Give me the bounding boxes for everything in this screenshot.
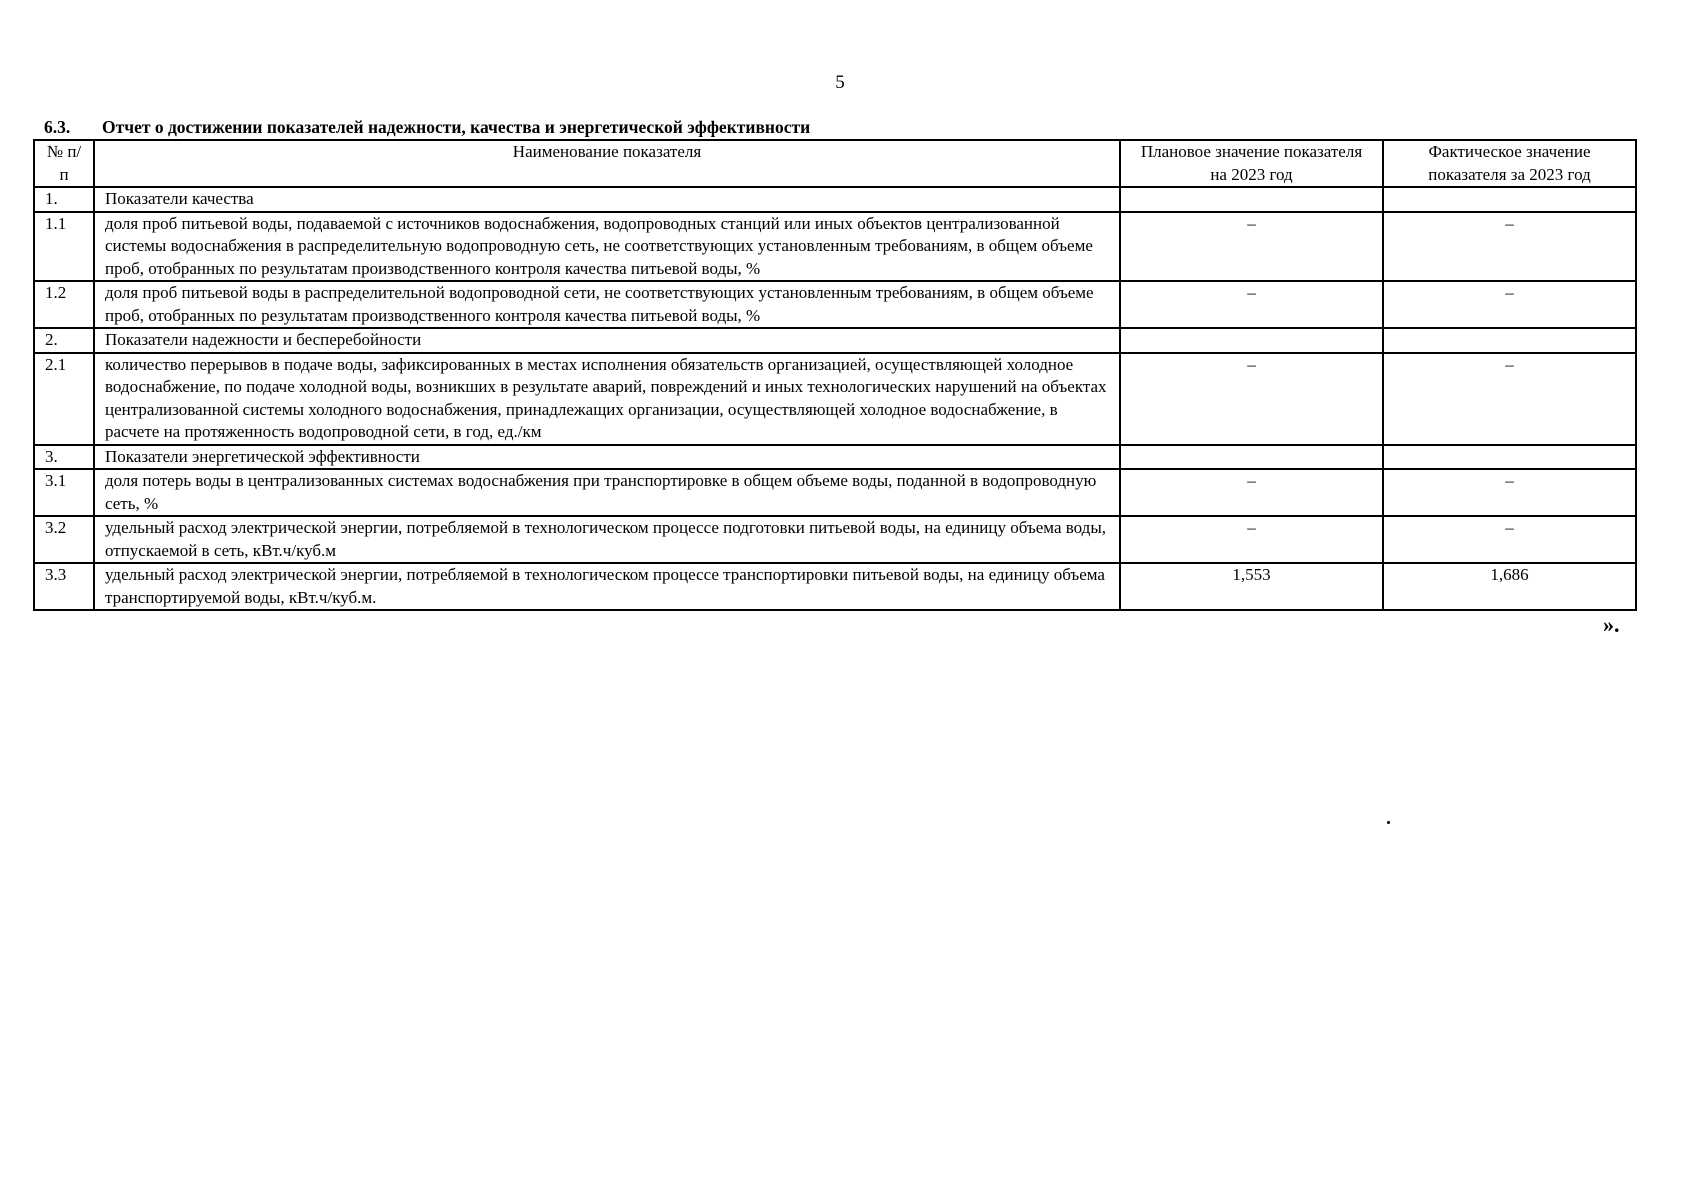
cell-actual-value bbox=[1383, 445, 1636, 470]
cell-actual-value: – bbox=[1383, 212, 1636, 282]
cell-actual-value: – bbox=[1383, 516, 1636, 563]
cell-planned-value bbox=[1120, 187, 1383, 212]
cell-indicator-name: удельный расход электрической энергии, потребляемой в технологическом процессе транспортировки питьевой воды, на единицу объема транспортируемой воды, кВт.ч/куб.м. bbox=[94, 563, 1120, 610]
cell-actual-value: 1,686 bbox=[1383, 563, 1636, 610]
cell-actual-value: – bbox=[1383, 353, 1636, 445]
cell-indicator-name: количество перерывов в подаче воды, зафиксированных в местах исполнения обязательств организацией, осуществляющей холодное водоснабжение, по подаче холодной воды, возникших в результате аварий, повреждений и иных технологических нарушений на объектах централизованной системы холодного водоснабжения, принадлежащих организации, осуществляющей холодное водоснабжение, в расчете на протяженность водопроводной сети, в год, ед./км bbox=[94, 353, 1120, 445]
table-row bbox=[34, 469, 1636, 516]
table-row bbox=[34, 353, 1636, 445]
cell-indicator-name: Показатели надежности и бесперебойности bbox=[94, 328, 1120, 353]
header-indicator-name: Наименование показателя bbox=[94, 140, 1120, 187]
table-row bbox=[34, 187, 1636, 212]
cell-planned-value: – bbox=[1120, 281, 1383, 328]
cell-number: 3. bbox=[34, 445, 94, 470]
stray-dot bbox=[1387, 821, 1390, 824]
cell-number: 2. bbox=[34, 328, 94, 353]
section-title: Отчет о достижении показателей надежности, качества и энергетической эффективности bbox=[102, 117, 811, 137]
closing-quote: ». bbox=[1603, 612, 1620, 637]
cell-number: 1. bbox=[34, 187, 94, 212]
cell-number: 1.2 bbox=[34, 281, 94, 328]
cell-actual-value bbox=[1383, 328, 1636, 353]
cell-indicator-name: Показатели качества bbox=[94, 187, 1120, 212]
cell-planned-value: – bbox=[1120, 469, 1383, 516]
cell-planned-value: – bbox=[1120, 212, 1383, 282]
cell-planned-value bbox=[1120, 328, 1383, 353]
header-planned-value: Плановое значение показателя на 2023 год bbox=[1120, 140, 1383, 187]
cell-planned-value: 1,553 bbox=[1120, 563, 1383, 610]
header-actual-value: Фактическое значение показателя за 2023 год bbox=[1383, 140, 1636, 187]
table-row bbox=[34, 281, 1636, 328]
cell-indicator-name: Показатели энергетической эффективности bbox=[94, 445, 1120, 470]
cell-actual-value: – bbox=[1383, 469, 1636, 516]
cell-indicator-name: доля потерь воды в централизованных системах водоснабжения при транспортировке в общем объеме воды, поданной в водопроводную сеть, % bbox=[94, 469, 1120, 516]
cell-number: 1.1 bbox=[34, 212, 94, 282]
section-number: 6.3. bbox=[44, 117, 71, 137]
cell-planned-value bbox=[1120, 445, 1383, 470]
cell-indicator-name: доля проб питьевой воды, подаваемой с источников водоснабжения, водопроводных станций или иных объектов централизованной системы водоснабжения в распределительную водопроводную сеть, не соответствующих установленным требованиям, в общем объеме проб, отобранных по результатам производственного контроля качества питьевой воды, % bbox=[94, 212, 1120, 282]
table-row bbox=[34, 563, 1636, 610]
cell-actual-value bbox=[1383, 187, 1636, 212]
header-number: № п/п bbox=[34, 140, 94, 187]
page-number: 5 bbox=[835, 72, 845, 93]
table-row bbox=[34, 516, 1636, 563]
cell-planned-value: – bbox=[1120, 516, 1383, 563]
table-row bbox=[34, 328, 1636, 353]
section-heading bbox=[44, 117, 810, 138]
indicators-table bbox=[33, 139, 1637, 611]
cell-planned-value: – bbox=[1120, 353, 1383, 445]
cell-number: 3.1 bbox=[34, 469, 94, 516]
table-row bbox=[34, 212, 1636, 282]
cell-number: 2.1 bbox=[34, 353, 94, 445]
table-body bbox=[34, 187, 1636, 610]
cell-actual-value: – bbox=[1383, 281, 1636, 328]
cell-number: 3.2 bbox=[34, 516, 94, 563]
table-row bbox=[34, 445, 1636, 470]
cell-number: 3.3 bbox=[34, 563, 94, 610]
cell-indicator-name: доля проб питьевой воды в распределительной водопроводной сети, не соответствующих установленным требованиям, в общем объеме проб, отобранных по результатам производственного контроля качества питьевой воды, % bbox=[94, 281, 1120, 328]
table-header-row bbox=[34, 140, 1636, 187]
cell-indicator-name: удельный расход электрической энергии, потребляемой в технологическом процессе подготовки питьевой воды, на единицу объема воды, отпускаемой в сеть, кВт.ч/куб.м bbox=[94, 516, 1120, 563]
